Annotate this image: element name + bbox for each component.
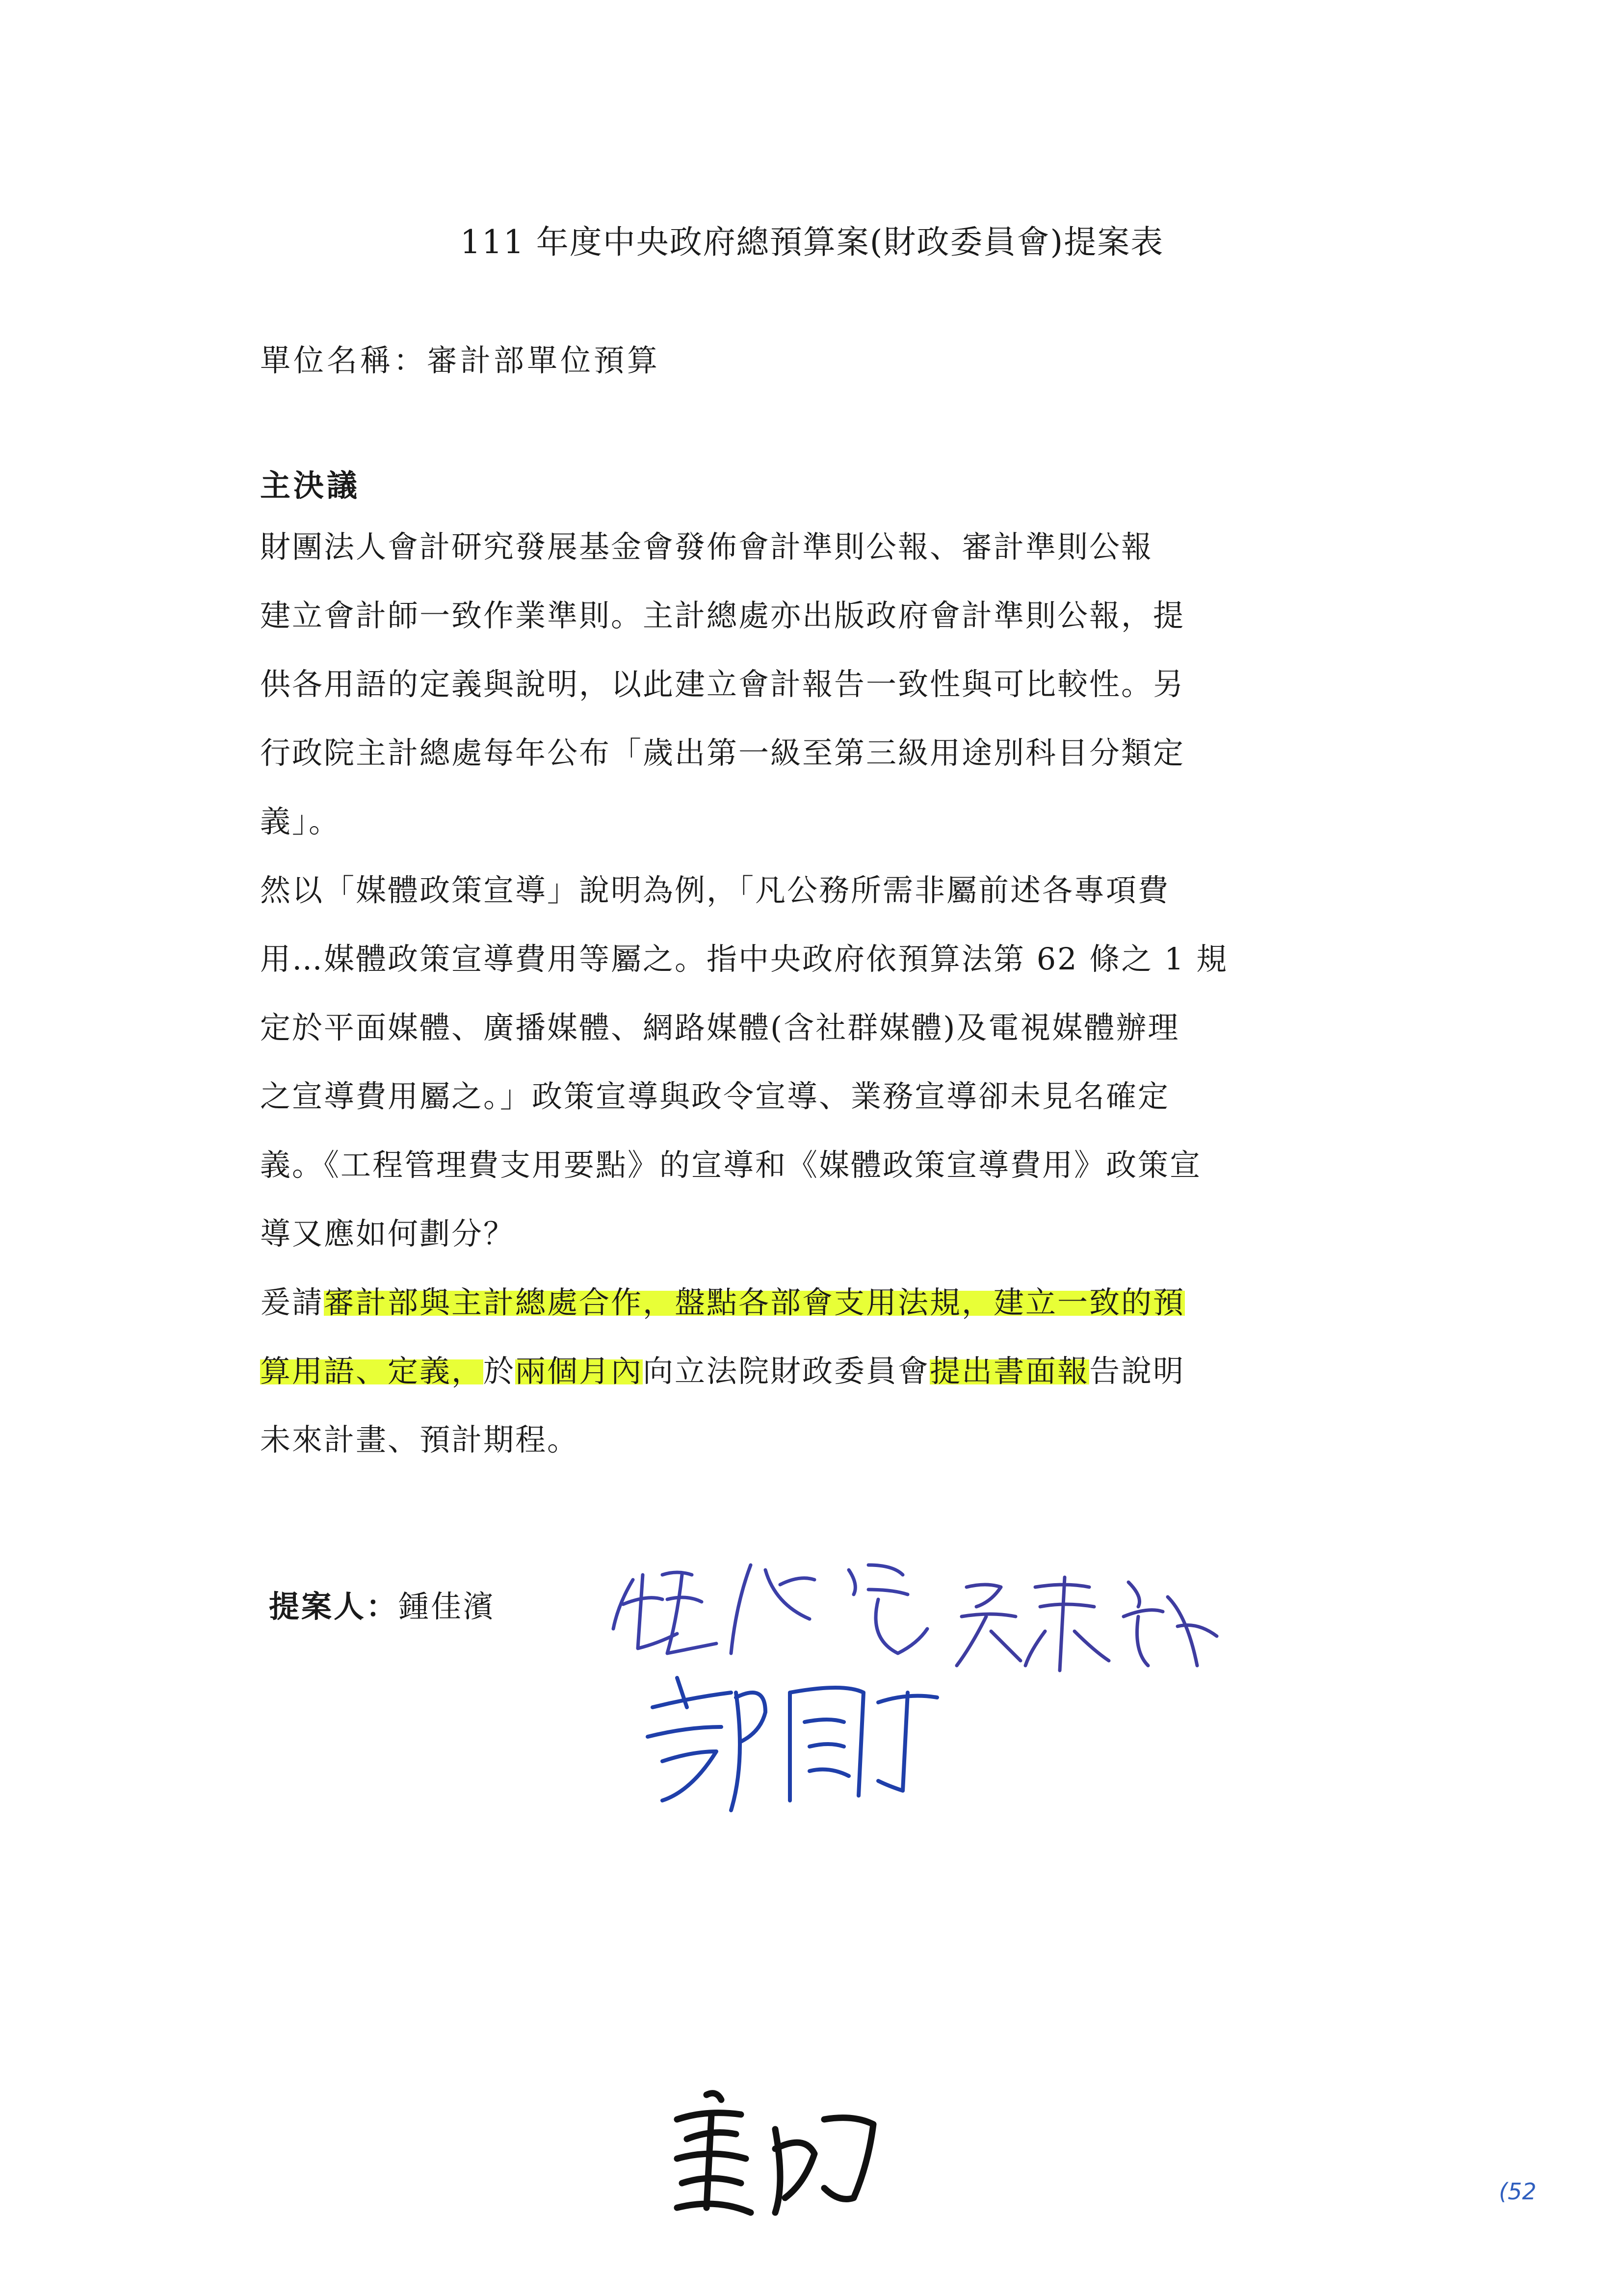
- signature-3: [633, 1663, 947, 1820]
- paragraph-request: [260, 1268, 1403, 1474]
- text-line: 之宣導費用屬之。」政策宣導與政令宣導、業務宣導卻未見名確定: [260, 1078, 1170, 1114]
- text-run: 告說明: [1089, 1353, 1185, 1389]
- text-line: 用…媒體政策宣導費用等屬之。指中央政府依預算法第 62 條之 1 規: [260, 941, 1229, 977]
- signature-1: [603, 1545, 947, 1683]
- paragraph-media-promotion: [260, 856, 1403, 1268]
- text-line: 定於平面媒體、廣播媒體、網路媒體(含社群媒體)及電視媒體辦理: [260, 1010, 1180, 1045]
- highlighted-text: 審計部與主計總處合作，盤點各部會支用法規，建立一致的預: [324, 1284, 1185, 1320]
- proposer: [269, 1582, 496, 1626]
- text-run: 爰請: [260, 1284, 324, 1320]
- highlighted-text: 算用語、定義，: [260, 1353, 484, 1389]
- highlighted-text: 兩個月內: [515, 1353, 643, 1389]
- paragraph-standards: [260, 513, 1403, 856]
- text-run: 向立法院財政委員會: [643, 1353, 930, 1389]
- signature-stamp: [648, 2085, 893, 2232]
- highlighted-text: 提出書面報: [930, 1353, 1090, 1389]
- main-resolution-heading: 主決議: [260, 468, 361, 503]
- text-line: 供各用語的定義與說明，以此建立會計報告一致性與可比較性。另: [260, 666, 1185, 702]
- text-line: 然以「媒體政策宣導」說明為例，「凡公務所需非屬前述各專項費: [260, 872, 1170, 908]
- proposer-name: 鍾佳濱: [398, 1589, 496, 1624]
- proposer-label: 提案人：: [269, 1589, 399, 1624]
- text-run: 於: [483, 1353, 516, 1389]
- text-line: 建立會計師一致作業準則。主計總處亦出版政府會計準則公報，提: [260, 598, 1185, 633]
- signature-2: [952, 1567, 1227, 1685]
- document-title: 111 年度中央政府總預算案(財政委員會)提案表: [460, 223, 1164, 261]
- text-line: 義。《工程管理費支用要點》的宣導和《媒體政策宣導費用》政策宣: [260, 1147, 1202, 1183]
- page-number: (52: [1499, 2178, 1537, 2205]
- text-line: [260, 1268, 1403, 1337]
- text-line: 財團法人會計研究發展基金會發佈會計準則公報、審計準則公報: [260, 529, 1153, 565]
- text-line: 義」。: [260, 804, 341, 839]
- text-line: [260, 1337, 1403, 1406]
- text-line: 未來計畫、預計期程。: [260, 1422, 579, 1458]
- text-line: 行政院主計總處每年公布「歲出第一級至第三級用途別科目分類定: [260, 735, 1185, 771]
- text-line: 導又應如何劃分？: [260, 1216, 516, 1252]
- unit-name: 單位名稱：審計部單位預算: [260, 342, 661, 378]
